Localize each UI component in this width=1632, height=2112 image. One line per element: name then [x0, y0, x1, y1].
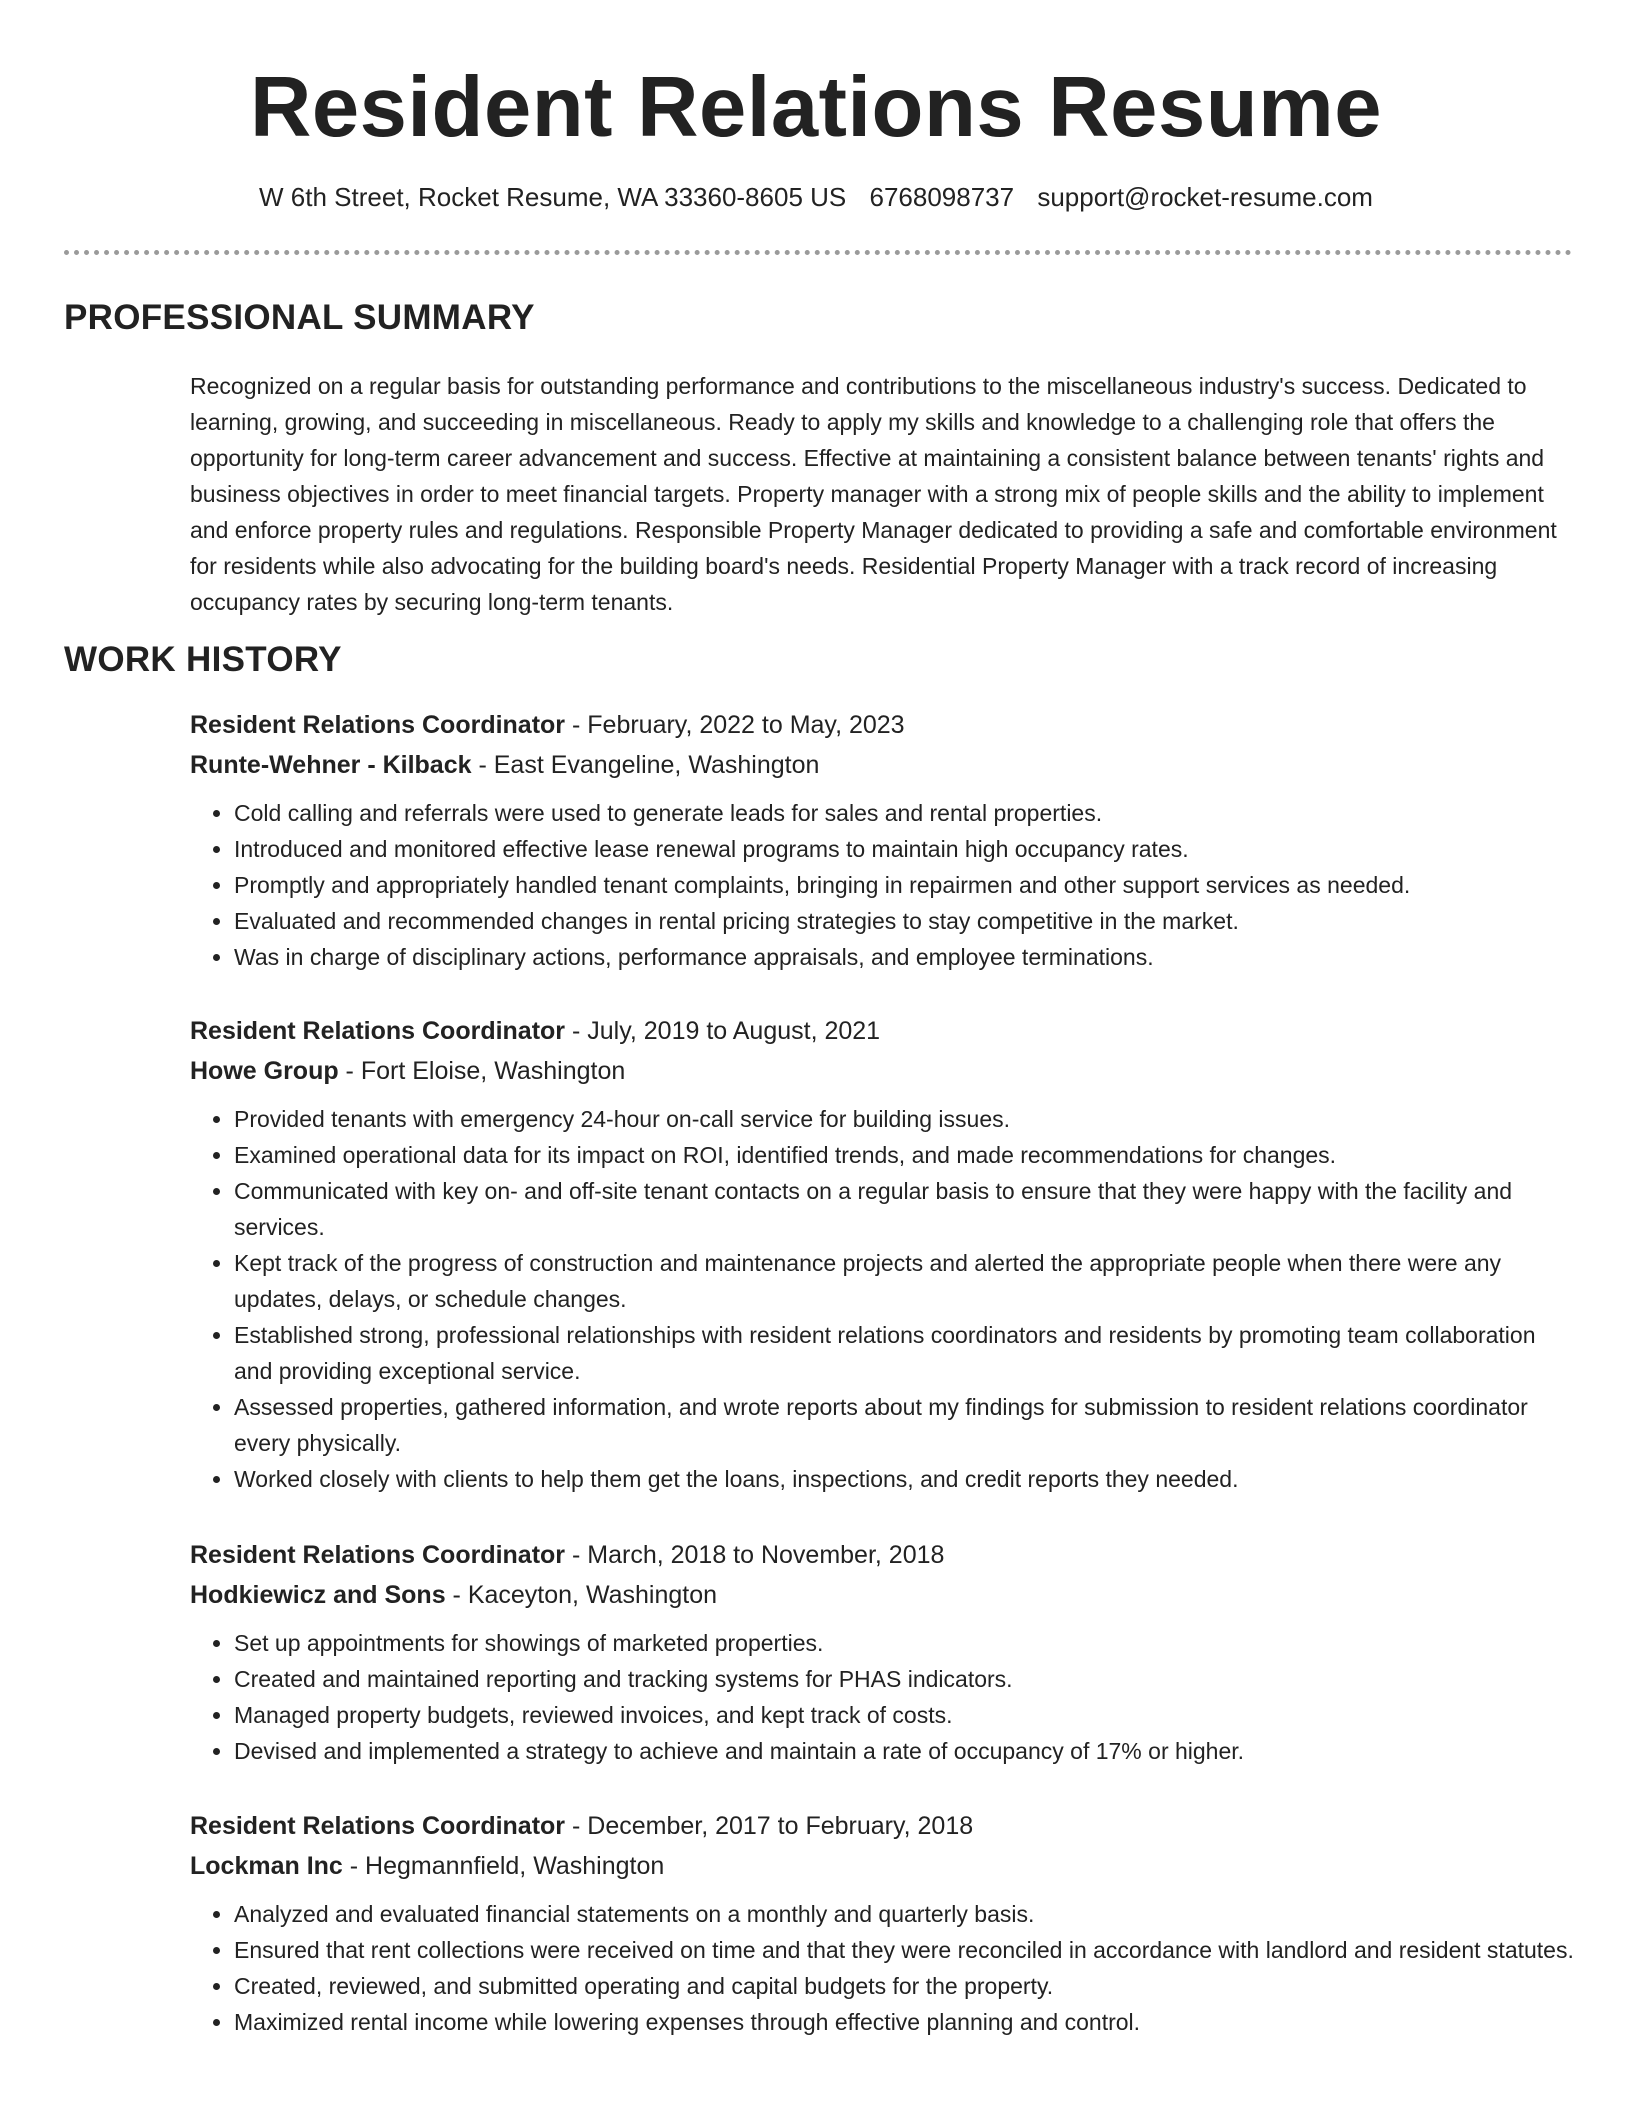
job-title: Resident Relations Coordinator: [190, 1812, 566, 1840]
job-bullets: [190, 1625, 1580, 1769]
address: W 6th Street, Rocket Resume, WA 33360-8605 US: [259, 182, 847, 212]
job-bullet: • Ensured that rent collections were received on time and that they were reconciled in accordance with landlord and resident statutes.: [234, 1932, 1580, 1968]
job-entry: [190, 1806, 1580, 2040]
job-company: Lockman Inc: [190, 1852, 343, 1880]
job-bullet: • Created, reviewed, and submitted operating and capital budgets for the property.: [234, 1968, 1580, 2004]
job-title: Resident Relations Coordinator: [190, 711, 566, 739]
job-location: - Kaceyton, Washington: [445, 1581, 718, 1609]
job-title: Resident Relations Coordinator: [190, 1017, 566, 1045]
summary-heading: PROFESSIONAL SUMMARY: [64, 298, 535, 337]
job-bullet: • Communicated with key on- and off-site tenant contacts on a regular basis to ensure that they were happy with the facility and services.: [234, 1173, 1580, 1245]
job-bullet: • Analyzed and evaluated financial statements on a monthly and quarterly basis.: [234, 1896, 1580, 1932]
job-bullets: [190, 1896, 1580, 2040]
job-company: Hodkiewicz and Sons: [190, 1581, 446, 1609]
job-bullet: • Introduced and monitored effective lease renewal programs to maintain high occupancy rates.: [234, 831, 1580, 867]
job-bullet: • Set up appointments for showings of marketed properties.: [234, 1625, 1580, 1661]
job-bullet: • Devised and implemented a strategy to achieve and maintain a rate of occupancy of 17% or higher.: [234, 1733, 1580, 1769]
job-dates: - July, 2019 to August, 2021: [565, 1017, 881, 1045]
job-bullet: • Managed property budgets, reviewed invoices, and kept track of costs.: [234, 1697, 1580, 1733]
job-bullet: • Maximized rental income while lowering expenses through effective planning and control.: [234, 2004, 1580, 2040]
job-company-line: [190, 1051, 1580, 1091]
job-bullets: [190, 795, 1580, 975]
job-location: - Fort Eloise, Washington: [338, 1057, 626, 1085]
job-company-line: [190, 1575, 1580, 1615]
job-title-line: [190, 1011, 1580, 1051]
summary-text: Recognized on a regular basis for outstanding performance and contributions to the miscellaneous industry's success. Dedicated to learning, growing, and succeeding in miscellaneous. Ready to apply my skills and knowledge to a challenging role that offers the opportunity for long-term career advancement and success. Effective at maintaining a consistent balance between tenants' rights and business objectives in order to meet financial targets. Property manager with a strong mix of people skills and the ability to implement and enforce property rules and regulations. Responsible Property Manager dedicated to providing a safe and comfortable environment for residents while also advocating for the building board's needs. Residential Property Manager with a track record of increasing occupancy rates by securing long-term tenants.: [190, 373, 1557, 615]
dotted-divider: [64, 250, 1572, 255]
job-company-line: [190, 745, 1580, 785]
job-bullet: • Provided tenants with emergency 24-hour on-call service for building issues.: [234, 1101, 1580, 1137]
job-entry: [190, 1535, 1580, 1769]
job-bullet: • Evaluated and recommended changes in rental pricing strategies to stay competitive in the market.: [234, 903, 1580, 939]
job-entry: [190, 705, 1580, 975]
job-dates: - December, 2017 to February, 2018: [565, 1812, 974, 1840]
job-bullet: • Created and maintained reporting and tracking systems for PHAS indicators.: [234, 1661, 1580, 1697]
job-dates: - March, 2018 to November, 2018: [565, 1541, 945, 1569]
job-title: Resident Relations Coordinator: [190, 1541, 566, 1569]
job-title-line: [190, 1535, 1580, 1575]
job-location: - Hegmannfield, Washington: [342, 1852, 665, 1880]
job-company-line: [190, 1846, 1580, 1886]
job-bullet: • Kept track of the progress of construction and maintenance projects and alerted the appropriate people when there were any updates, delays, or schedule changes.: [234, 1245, 1580, 1317]
job-entry: [190, 1011, 1580, 1497]
job-bullet: • Assessed properties, gathered information, and wrote reports about my findings for submission to resident relations coordinator every physically.: [234, 1389, 1580, 1461]
job-bullet: • Was in charge of disciplinary actions, performance appraisals, and employee terminations.: [234, 939, 1580, 975]
job-bullet: • Worked closely with clients to help them get the loans, inspections, and credit reports they needed.: [234, 1461, 1580, 1497]
job-bullet: • Examined operational data for its impact on ROI, identified trends, and made recommendations for changes.: [234, 1137, 1580, 1173]
job-company: Runte-Wehner - Kilback: [190, 751, 472, 779]
resume-title: Resident Relations Resume: [250, 60, 1382, 155]
job-bullet: • Cold calling and referrals were used to generate leads for sales and rental properties.: [234, 795, 1580, 831]
job-bullet: • Promptly and appropriately handled tenant complaints, bringing in repairmen and other support services as needed.: [234, 867, 1580, 903]
job-title-line: [190, 705, 1580, 745]
job-company: Howe Group: [190, 1057, 339, 1085]
job-location: - East Evangeline, Washington: [471, 751, 820, 779]
contact-line: [0, 179, 1632, 215]
phone: 6768098737: [869, 182, 1015, 212]
email: support@rocket-resume.com: [1037, 182, 1373, 212]
job-bullets: [190, 1101, 1580, 1497]
job-title-line: [190, 1806, 1580, 1846]
job-dates: - February, 2022 to May, 2023: [565, 711, 905, 739]
job-bullet: • Established strong, professional relationships with resident relations coordinators and residents by promoting team collaboration and providing exceptional service.: [234, 1317, 1580, 1389]
work-history-heading: WORK HISTORY: [64, 640, 342, 679]
